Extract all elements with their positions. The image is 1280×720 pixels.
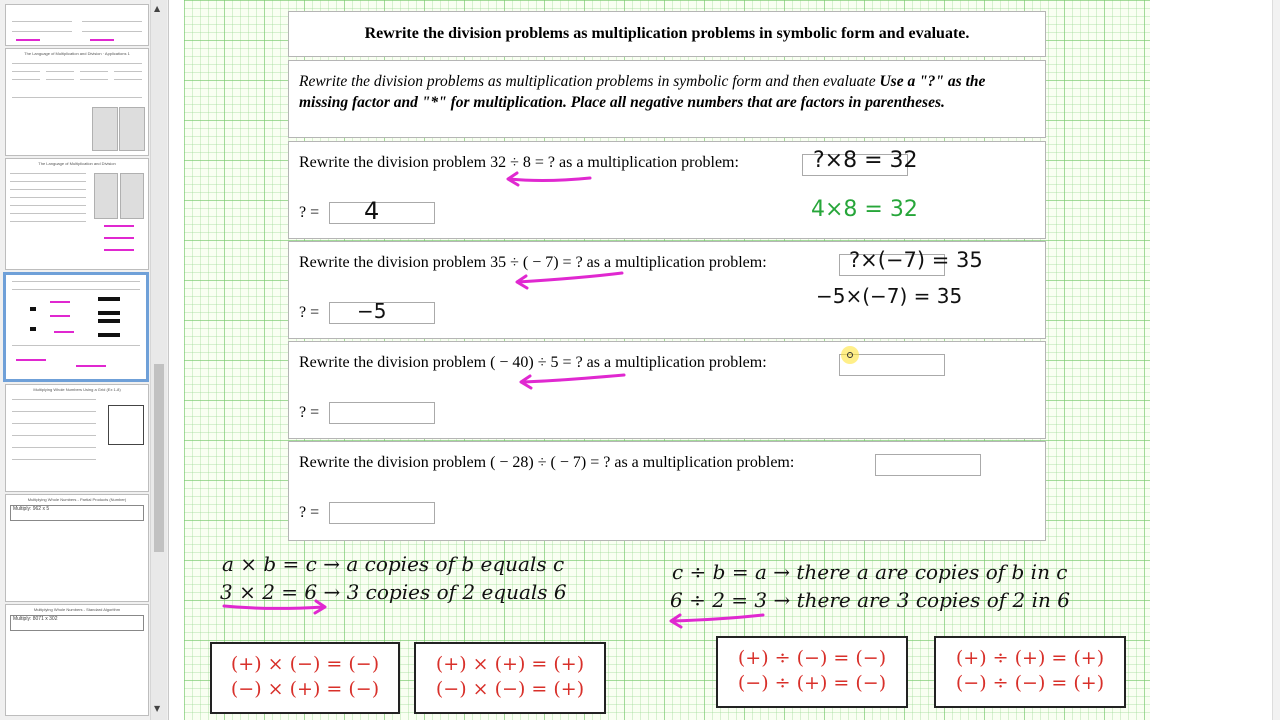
thumbnail-scrollbar[interactable] — [150, 0, 167, 720]
slide-thumbnail-5[interactable]: Multiplying Whole Numbers Using a Grid (Ex 1-8) — [5, 384, 149, 492]
question-4-answer-field[interactable] — [329, 502, 435, 524]
instructions-bold: Use a "?" as the missing factor and "*" for multiplication. Place all negative numbers that are factors in parentheses. — [299, 73, 986, 111]
question-2-text: Rewrite the division problem 35 ÷ ( − 7) = ? as a multiplication problem: — [299, 254, 767, 271]
scroll-down-icon[interactable]: ▼ — [154, 704, 161, 713]
slide-thumbnail-6[interactable]: Multiplying Whole Numbers - Partial Products (Number) Multiply: 962 x 5 — [5, 494, 149, 602]
question-3-answer-label: ? = — [299, 404, 320, 421]
sign-rule-box-1: (+) × (−) = (−) (−) × (+) = (−) — [210, 642, 400, 714]
instructions-text — [299, 71, 1029, 113]
question-3-multiplication-field[interactable] — [839, 354, 945, 376]
multiplication-meaning-line-2: 3 × 2 = 6 → 3 copies of 2 equals 6 — [220, 580, 567, 604]
question-3-answer-field[interactable] — [329, 402, 435, 424]
slide-thumbnail-1[interactable] — [5, 4, 149, 46]
instructions-italic: Rewrite the division problems as multiplication problems in symbolic form and then evaluate — [299, 73, 876, 90]
question-2-answer-label: ? = — [299, 304, 320, 321]
slide-thumbnail-3[interactable]: The Language of Multiplication and Division — [5, 158, 149, 270]
question-1 — [288, 141, 1046, 239]
slide-thumbnail-pane — [0, 0, 169, 720]
right-edge-bar — [1272, 0, 1280, 720]
slide-thumbnail-2[interactable]: The Language of Multiplication and Division · Applications 1 — [5, 48, 149, 156]
division-meaning-line-2: 6 ÷ 2 = 3 → there are 3 copies of 2 in 6 — [670, 588, 1070, 612]
scrollbar-thumb[interactable] — [154, 364, 164, 552]
question-1-answer-label: ? = — [299, 204, 320, 221]
question-1-text: Rewrite the division problem 32 ÷ 8 = ? as a multiplication problem: — [299, 154, 739, 171]
sign-rule-box-4: (+) ÷ (+) = (+) (−) ÷ (−) = (+) — [934, 636, 1126, 708]
right-margin — [1150, 0, 1280, 720]
scroll-up-icon[interactable]: ▲ — [154, 4, 161, 13]
question-4-multiplication-field[interactable] — [875, 454, 981, 476]
question-2-handwritten-check: −5×(−7) = 35 — [816, 284, 963, 308]
slide-7-prompt: Multiply: 8071 x 302 — [10, 615, 144, 631]
question-1-answer-value: 4 — [364, 197, 380, 225]
question-2-handwritten-answer: ?×(−7) = 35 — [849, 248, 983, 272]
multiplication-meaning-line-1: a × b = c → a copies of b equals c — [222, 552, 565, 576]
division-meaning-line-1: c ÷ b = a → there a are copies of b in c — [672, 560, 1068, 584]
sign-rule-box-3: (+) ÷ (−) = (−) (−) ÷ (+) = (−) — [716, 636, 908, 708]
question-3 — [288, 341, 1046, 439]
question-1-answer-field[interactable] — [329, 202, 435, 224]
slide-thumbnail-7[interactable]: Multiplying Whole Numbers - Standard Algorithm Multiply: 8071 x 302 — [5, 604, 149, 716]
question-2 — [288, 241, 1046, 339]
sign-rule-box-2: (+) × (+) = (+) (−) × (−) = (+) — [414, 642, 606, 714]
question-3-text: Rewrite the division problem ( − 40) ÷ 5 = ? as a multiplication problem: — [299, 354, 767, 371]
question-4-expression: ( − 28) ÷ ( − 7) = ? — [490, 454, 611, 471]
question-1-handwritten-check: 4×8 = 32 — [811, 197, 918, 222]
question-4-text: Rewrite the division problem ( − 28) ÷ ( − 7) = ? as a multiplication problem: — [299, 454, 795, 471]
question-3-expression: ( − 40) ÷ 5 = ? — [490, 354, 583, 371]
question-2-expression: 35 ÷ ( − 7) = ? — [490, 254, 583, 271]
question-4-answer-label: ? = — [299, 504, 320, 521]
question-1-expression: 32 ÷ 8 = ? — [490, 154, 555, 171]
worksheet-title-panel — [288, 11, 1046, 57]
worksheet-title: Rewrite the division problems as multiplication problems in symbolic form and evaluate. — [364, 25, 970, 42]
question-1-handwritten-answer: ?×8 = 32 — [813, 148, 918, 173]
slide-thumbnail-4-selected[interactable] — [3, 272, 149, 382]
question-4 — [288, 441, 1046, 541]
slide-6-prompt: Multiply: 962 x 5 — [10, 505, 144, 521]
question-2-answer-value: −5 — [357, 299, 387, 323]
instructions-panel — [288, 60, 1046, 138]
